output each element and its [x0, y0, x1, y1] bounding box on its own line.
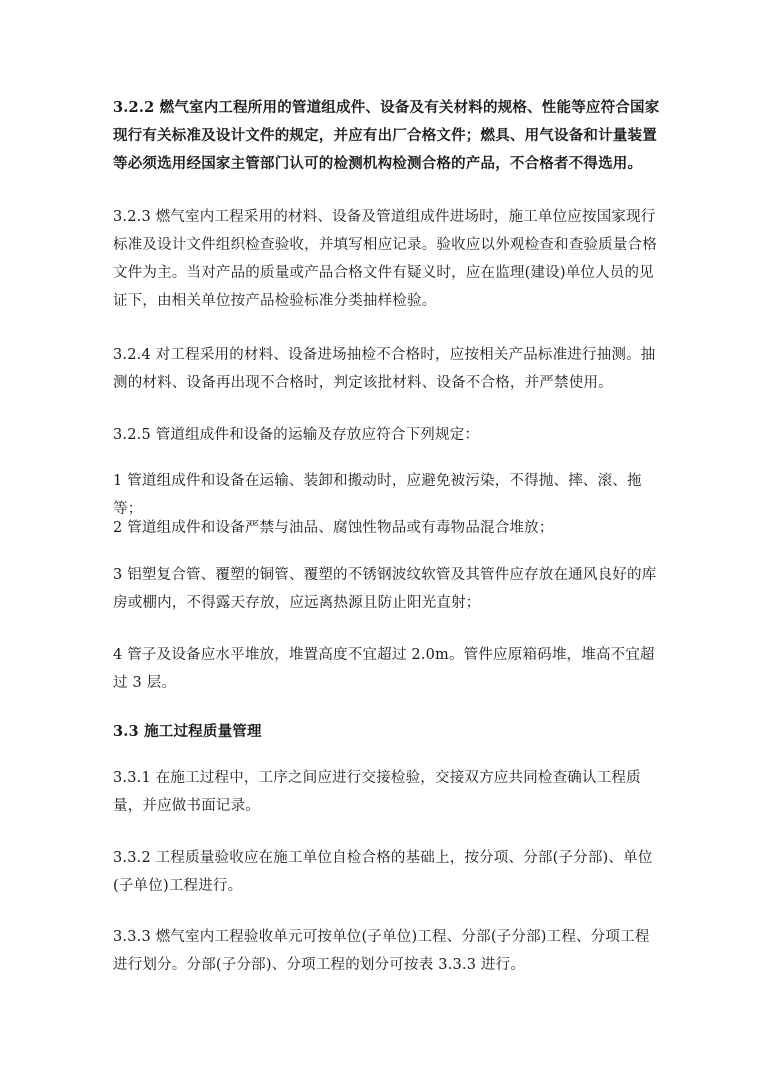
clause-3-2-5-item-1: 1 管道组成件和设备在运输、装卸和搬动时，应避免被污染，不得抛、摔、滚、拖等；	[113, 473, 642, 517]
clause-3-3-1: 3.3.1 在施工过程中，工序之间应进行交接检验，交接双方应共同检查确认工程质量，并应做书面记录。	[113, 770, 641, 814]
clause-3-2-3: 3.2.3 燃气室内工程采用的材料、设备及管道组成件进场时，施工单位应按国家现行标准及设计文件组织检查验收，并填写相应记录。验收应以外观检查和查验质量合格文件为主。当对产品的质量或产品合格文件有疑义时，应在监理(建设)单位人员的见证下，由相关单位按产品检验标准分类抽样检验。	[113, 209, 657, 309]
clause-3-2-5-item-3: 3 铝塑复合管、覆塑的铜管、覆塑的不锈钢波纹软管及其管件应存放在通风良好的库房或棚内，不得露天存放，应远离热源且防止阳光直射；	[113, 567, 657, 611]
clause-3-2-5-item-4: 4 管子及设备应水平堆放，堆置高度不宜超过 2.0m。管件应原箱码堆，堆高不宜超过 3 层。	[113, 647, 655, 691]
clause-3-2-4: 3.2.4 对工程采用的材料、设备进场抽检不合格时，应按相关产品标准进行抽测。抽测的材料、设备再出现不合格时，判定该批材料、设备不合格，并严禁使用。	[113, 347, 656, 391]
clause-3-2-5-item-2: 2 管道组成件和设备严禁与油品、腐蚀性物品或有毒物品混合堆放；	[113, 520, 554, 536]
clause-3-3-3: 3.3.3 燃气室内工程验收单元可按单位(子单位)工程、分部(子分部)工程、分项工程进行划分。分部(子分部)、分项工程的划分可按表 3.3.3 进行。	[113, 929, 650, 973]
clause-3-2-5: 3.2.5 管道组成件和设备的运输及存放应符合下列规定：	[113, 427, 480, 443]
clause-3-3-2: 3.3.2 工程质量验收应在施工单位自检合格的基础上，按分项、分部(子分部)、单位(子单位)工程进行。	[113, 850, 653, 894]
section-3-3-heading: 3.3 施工过程质量管理	[113, 723, 262, 740]
clause-3-2-2: 3.2.2 燃气室内工程所用的管道组成件、设备及有关材料的规格、性能等应符合国家现行有关标准及设计文件的规定，并应有出厂合格文件；燃具、用气设备和计量装置等必须选用经国家主管部门认可的检测机构检测合格的产品，不合格者不得选用。	[113, 99, 660, 172]
